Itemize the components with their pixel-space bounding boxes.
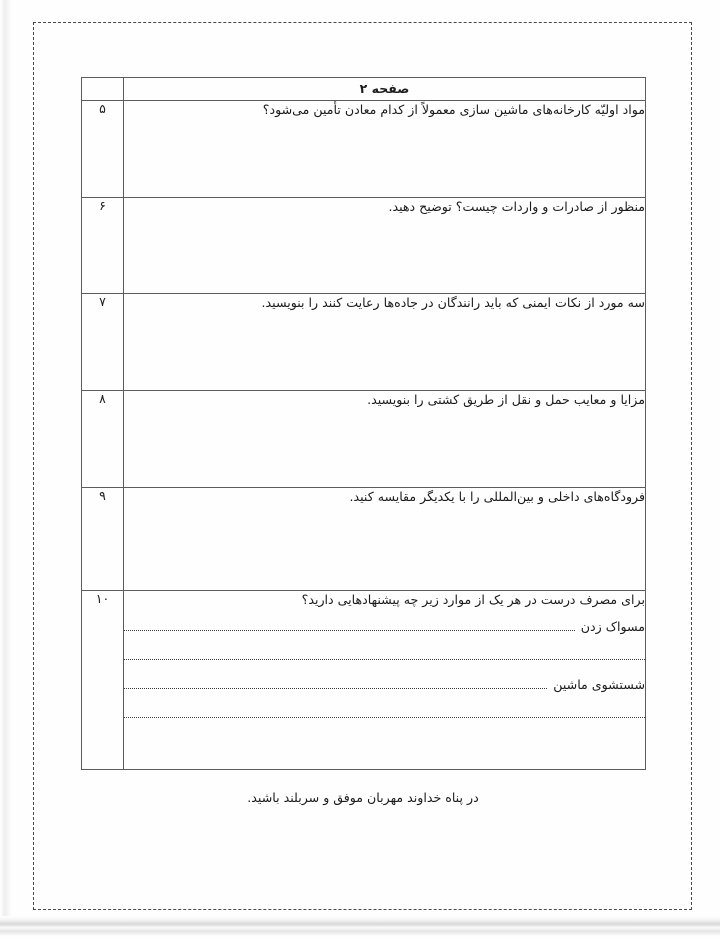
page-label-cell [124,78,646,101]
answer-fill-in-block [124,617,645,721]
question-text: برای مصرف درست در هر یک از موارد زیر چه پیشنهادهایی دارید؟ [301,592,645,607]
table-row [82,391,646,488]
question-cell [124,391,646,488]
question-number: ۹ [82,488,124,591]
question-cell [124,488,646,591]
table-header-row [82,78,646,101]
dotted-writing-line[interactable] [124,716,645,718]
header-number-cell [82,78,124,101]
question-cell [124,294,646,391]
table-row [82,294,646,391]
closing-note: در پناه خداوند مهربان موفق و سربلند باشید. [247,790,479,805]
question-text: فرودگاه‌های داخلی و بین‌المللی را با یکدیگر مقایسه کنید. [349,489,645,504]
table-row [82,101,646,198]
answer-item-label: شستشوی ماشین [553,677,645,693]
question-text: مواد اولیّه کارخانه‌های ماشین سازی معمولاً از کدام معادن تأمین می‌شود؟ [262,102,645,117]
question-cell [124,198,646,294]
dotted-writing-line[interactable] [124,629,575,631]
table-row [82,198,646,294]
page-edge-bottom-shading [0,916,720,940]
page-label: صفحه ۲ [359,81,410,96]
question-number: ۸ [82,391,124,488]
answer-line[interactable] [124,675,645,692]
dotted-writing-line[interactable] [124,687,547,689]
question-cell [124,591,646,770]
question-number: ۶ [82,198,124,294]
dotted-writing-line[interactable] [124,658,645,660]
page-edge-left-shading [0,0,14,918]
table-row [82,488,646,591]
question-number: ۷ [82,294,124,391]
question-text: سه مورد از نکات ایمنی که باید رانندگان در جاده‌ها رعایت کنند را بنویسید. [261,295,645,310]
answer-line[interactable] [124,704,645,721]
question-number: ۱۰ [82,591,124,770]
question-cell [124,101,646,198]
answer-line[interactable] [124,646,645,663]
questions-table [81,77,646,770]
table-row [82,591,646,770]
answer-item-label: مسواک زدن [580,619,645,635]
question-number: ۵ [82,101,124,198]
answer-line[interactable] [124,617,645,634]
question-text: مزایا و معایب حمل و نقل از طریق کشتی را بنویسید. [367,392,645,407]
question-text: منظور از صادرات و واردات چیست؟ توضیح دهید. [388,199,645,214]
